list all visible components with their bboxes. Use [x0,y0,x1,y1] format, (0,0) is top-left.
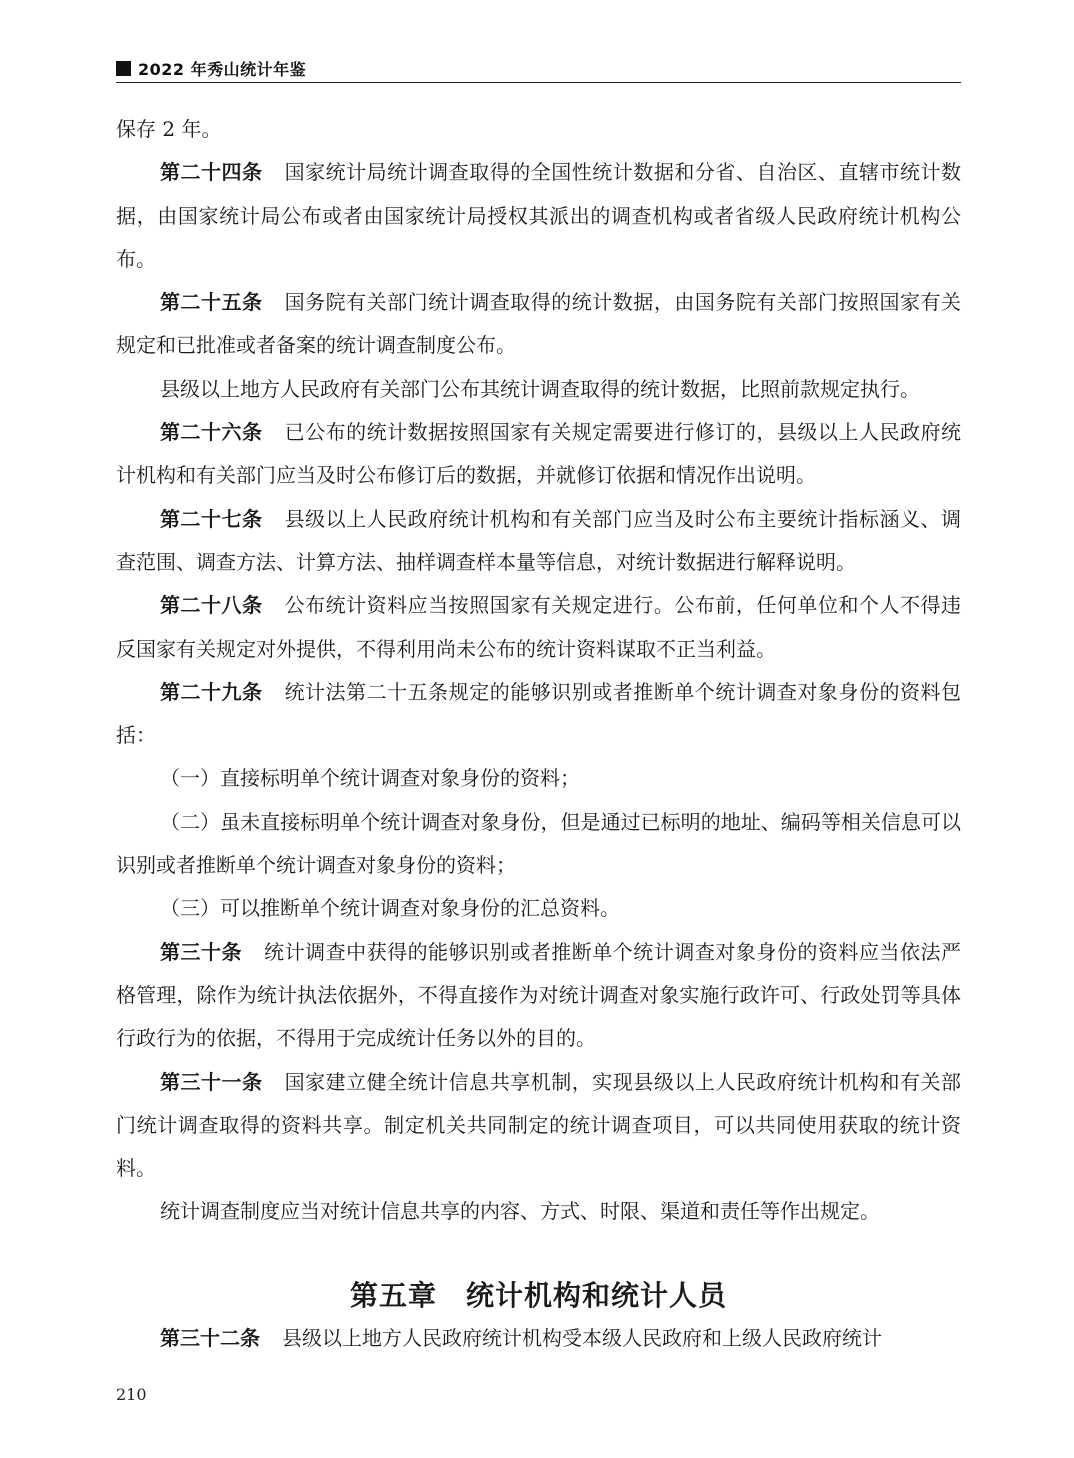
paragraph [116,108,961,151]
article-number: 第二十九条 [160,679,263,704]
paragraph [116,498,961,585]
article-number: 第二十七条 [160,506,263,531]
paragraph-text: 已公布的统计数据按照国家有关规定需要进行修订的，县级以上人民政府统计机构和有关部门应当及时公布修订后的数据，并就修订依据和情况作出说明。 [116,420,962,488]
paragraph [116,757,961,800]
paragraph-text: （一）直接标明单个统计调查对象身份的资料； [160,766,580,791]
header-title: 2022 年秀山统计年鉴 [138,59,307,79]
paragraph [116,411,961,498]
paragraph-text: 公布统计资料应当按照国家有关规定进行。公布前，任何单位和个人不得违反国家有关规定对外提供，不得利用尚未公布的统计资料谋取不正当利益。 [116,593,962,661]
paragraph-text: 国家建立健全统计信息共享机制，实现县级以上人民政府统计机构和有关部门统计调查取得的资料共享。制定机关共同制定的统计调查项目，可以共同使用获取的统计资料。 [116,1069,962,1181]
paragraph [116,1061,961,1191]
paragraph-text: 保存 2 年。 [116,117,222,141]
paragraph-text: 国务院有关部门统计调查取得的统计数据，由国务院有关部门按照国家有关规定和已批准或者备案的统计调查制度公布。 [116,290,962,358]
body-text [116,108,961,1234]
article-number: 第三十二条 [160,1326,260,1350]
page-number: 210 [116,1385,147,1404]
paragraph [116,931,961,1061]
paragraph-text: 统计调查制度应当对统计信息共享的内容、方式、时限、渠道和责任等作出规定。 [160,1199,880,1224]
article-number: 第三十条 [160,939,243,964]
article-number: 第二十六条 [160,420,263,445]
paragraph-text: 县级以上地方人民政府有关部门公布其统计调查取得的统计数据，比照前款规定执行。 [160,376,920,401]
paragraph [116,671,961,758]
paragraph [116,584,961,671]
paragraph-text: 统计法第二十五条规定的能够识别或者推断单个统计调查对象身份的资料包括： [116,679,962,748]
article-number: 第二十五条 [160,290,263,315]
paragraph-text: （二）虽未直接标明单个统计调查对象身份，但是通过已标明的地址、编码等相关信息可以识别或者推断单个统计调查对象身份的资料； [116,809,961,878]
article-number: 第二十八条 [160,593,263,618]
paragraph-text: 国家统计局统计调查取得的全国性统计数据和分省、自治区、直辖市统计数据，由国家统计局公布或者由国家统计局授权其派出的调查机构或者省级人民政府统计机构公布。 [116,160,962,271]
paragraph-text: 县级以上人民政府统计机构和有关部门应当及时公布主要统计指标涵义、调查范围、调查方法、计算方法、抽样调查样本量等信息，对统计数据进行解释说明。 [116,506,962,574]
paragraph [116,887,961,930]
article-number: 第三十一条 [160,1069,263,1094]
paragraph [116,801,961,888]
running-header [116,58,961,83]
paragraph [116,151,961,281]
chapter-heading: 第五章 统计机构和统计人员 [349,1279,727,1312]
paragraph [116,368,961,411]
paragraph-text: 统计调查中获得的能够识别或者推断单个统计调查对象身份的资料应当依法严格管理，除作为统计执法依据外，不得直接作为对统计调查对象实施行政许可、行政处罚等具体行政行为的依据，不得用于完成统计任务以外的目的。 [116,939,962,1051]
paragraph-text: 县级以上地方人民政府统计机构受本级人民政府和上级人民政府统计 [282,1326,882,1350]
paragraph-article-32 [116,1317,961,1360]
header-square-mark [116,61,131,76]
paragraph [116,1190,961,1233]
paragraph-text: （三）可以推断单个统计调查对象身份的汇总资料。 [160,896,620,921]
article-number: 第二十四条 [160,160,263,185]
paragraph [116,281,961,368]
